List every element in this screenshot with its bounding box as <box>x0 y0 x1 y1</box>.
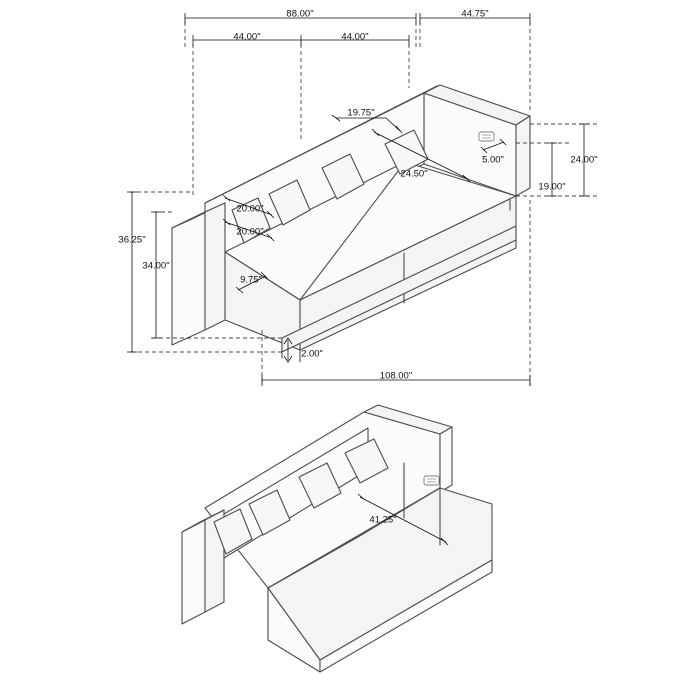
bed-right-arm <box>440 427 452 492</box>
bottom-perspective-view <box>182 405 492 672</box>
dimension-108: 108.00" <box>379 370 413 382</box>
dimension-19: 19.00" <box>538 181 566 193</box>
dimension-44-75: 44.75" <box>461 8 489 20</box>
dimension-20-upper: 20.00" <box>236 203 264 215</box>
dimline-34 <box>151 212 161 338</box>
ext-88 <box>185 22 416 50</box>
dimension-44-right: 44.00" <box>341 31 369 43</box>
dimension-24: 24.00" <box>570 154 598 166</box>
dimension-5: 5.00" <box>482 154 504 166</box>
dimension-88: 88.00" <box>286 8 314 20</box>
left-arm-inner <box>205 203 225 330</box>
dimension-24-50: 24.50" <box>400 168 428 180</box>
dimension-41-25: 41.25" <box>369 514 397 526</box>
dimension-34: 34.00" <box>142 260 170 272</box>
dimension-2: 2.00" <box>301 348 323 360</box>
dimension-20-lower: 20.00" <box>236 226 264 238</box>
bed-fabric-tag-icon <box>424 476 439 485</box>
dimline-36-25 <box>127 192 137 352</box>
right-arm-side <box>516 116 530 196</box>
top-perspective-view <box>172 85 530 362</box>
dimension-9-75: 9.75" <box>240 274 262 286</box>
dimension-36-25: 36.25" <box>118 234 146 246</box>
left-arm-outer <box>172 212 205 345</box>
dimension-44-left: 44.00" <box>233 31 261 43</box>
bed-left-arm-outer <box>182 520 205 624</box>
dimension-19-75: 19.75" <box>347 107 375 119</box>
fabric-tag-icon <box>479 132 494 141</box>
